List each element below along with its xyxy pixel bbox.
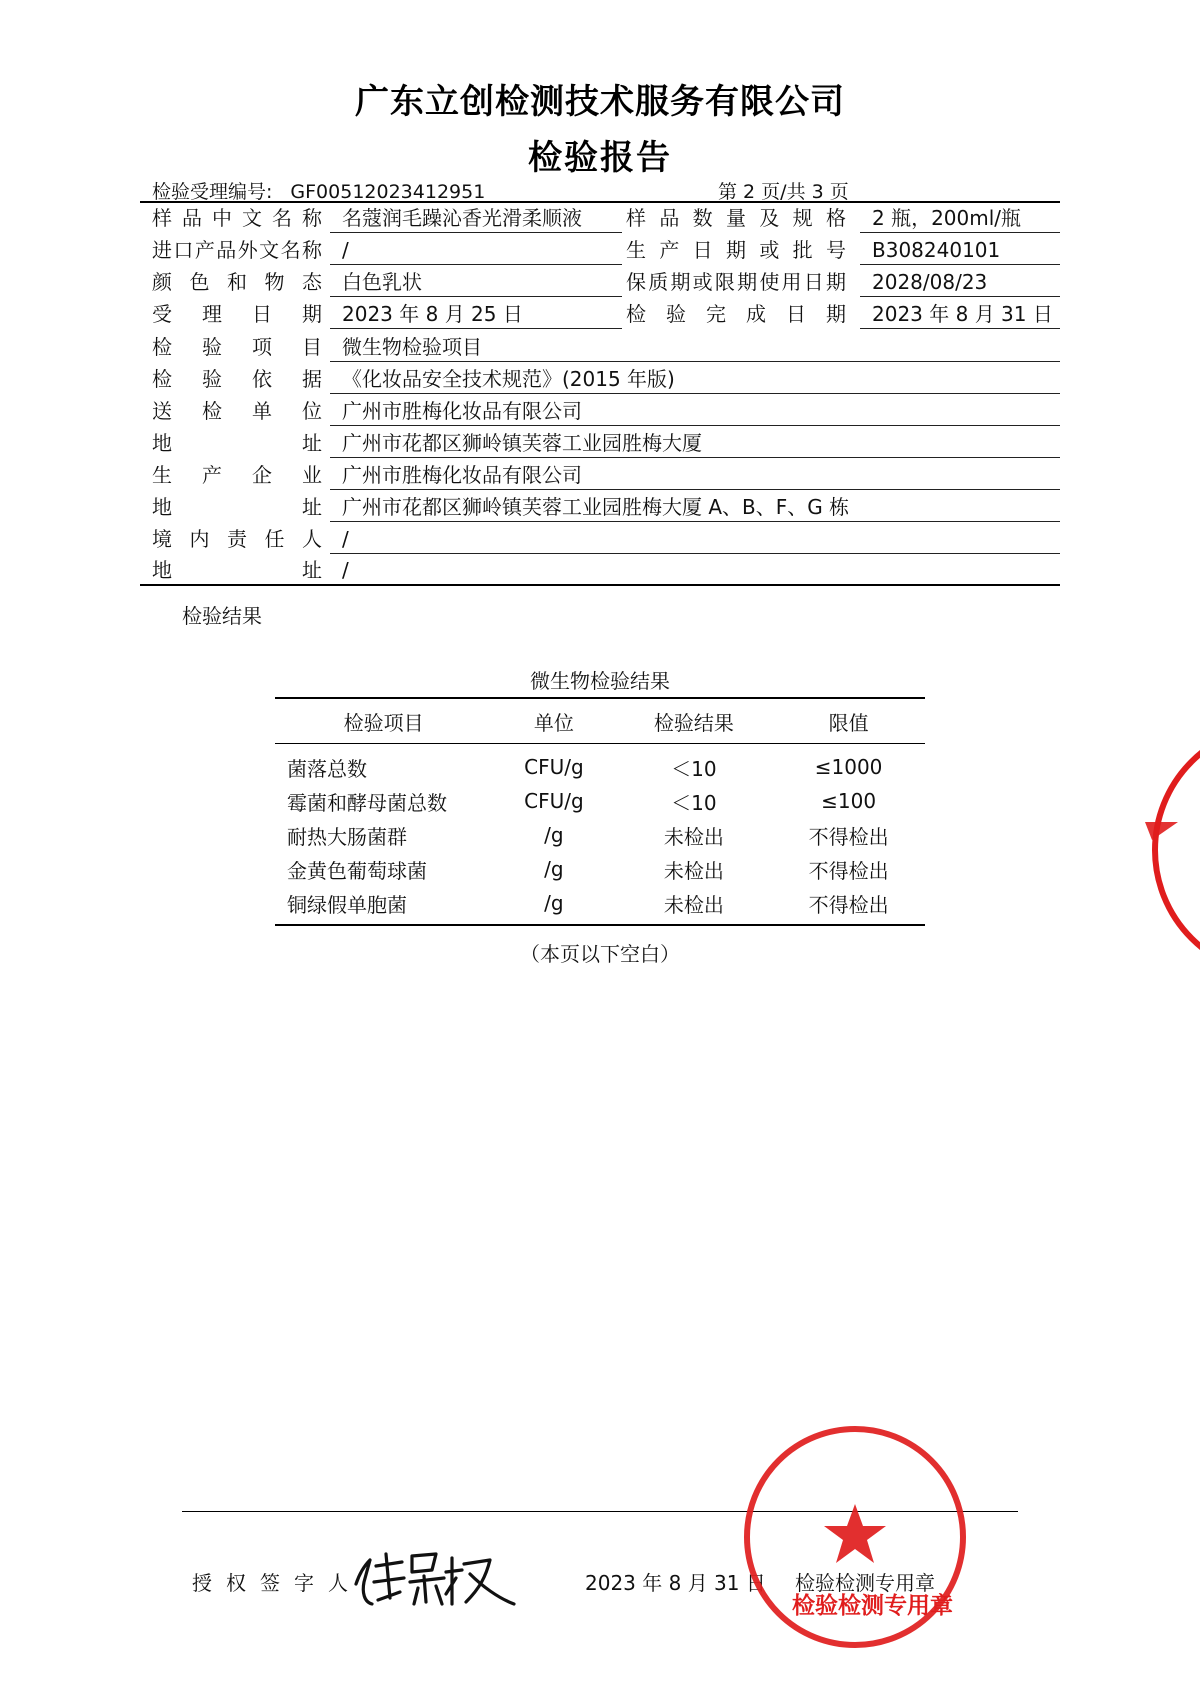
- value-received-date: 2023 年 8 月 25 日: [330, 300, 622, 329]
- table-row: [275, 886, 925, 925]
- cell-limit: 不得检出: [808, 824, 889, 849]
- value-submitting-address: 广州市花都区狮岭镇芙蓉工业园胜梅大厦: [330, 429, 1060, 458]
- label-domestic-responsible: 境内责任人: [152, 527, 322, 551]
- cell-item: 铜绿假单胞菌: [275, 886, 492, 925]
- cell-result: 未检出: [616, 886, 773, 925]
- handwritten-signature: [352, 1542, 517, 1612]
- value-quantity-spec: 2 瓶，200ml/瓶: [860, 204, 1060, 233]
- label-test-basis: 检验依据: [152, 367, 322, 391]
- company-name: 广东立创检测技术服务有限公司: [355, 82, 845, 122]
- acceptance-value: GF00512023412951: [290, 181, 486, 203]
- label-manufacturer: 生产企业: [152, 463, 322, 487]
- table-caption: 微生物检验结果: [530, 669, 670, 693]
- info-bottom-rule: [140, 584, 1060, 586]
- label-test-items: 检验项目: [152, 335, 322, 359]
- seal-bottom-text: 检验检测专用章: [792, 1593, 953, 1619]
- value-manufacturer-address: 广州市花都区狮岭镇芙蓉工业园胜梅大厦 A、B、F、G 栋: [330, 493, 1060, 522]
- cell-limit: 不得检出: [772, 886, 925, 925]
- edge-seal-stamp: [1140, 720, 1200, 980]
- column-header-item: 检验项目: [275, 698, 492, 744]
- cell-unit: /g: [544, 857, 564, 881]
- cell-result: ＜10: [671, 756, 717, 781]
- value-import-foreign-name: /: [330, 236, 622, 265]
- value-shelf-life: 2028/08/23: [860, 268, 1060, 297]
- cell-item: 耐热大肠菌群: [287, 824, 407, 849]
- cell-limit: ≤1000: [814, 755, 883, 779]
- column-header-unit: 单位: [492, 698, 615, 744]
- results-heading: 检验结果: [182, 604, 262, 628]
- acceptance-label: 检验受理编号:: [152, 181, 273, 203]
- acceptance-number: [152, 177, 485, 204]
- value-test-items: 微生物检验项目: [330, 333, 1060, 362]
- label-submitting-unit: 送检单位: [152, 399, 322, 423]
- signing-date: 2023 年 8 月 31 日: [585, 1571, 766, 1595]
- label-submitting-address: 地址: [152, 431, 322, 455]
- label-received-date: 受理日期: [152, 302, 322, 326]
- results-table: [275, 697, 925, 926]
- header-rule: [140, 201, 1060, 203]
- cell-limit: 不得检出: [808, 858, 889, 883]
- label-color-state: 颜色和物态: [152, 270, 322, 294]
- cell-item: 霉菌和酵母菌总数: [287, 790, 447, 815]
- table-row: [275, 852, 925, 886]
- cell-item: 金黄色葡萄球菌: [287, 858, 427, 883]
- column-header-result: 检验结果: [616, 698, 773, 744]
- page-indicator: 第 2 页/共 3 页: [718, 181, 849, 203]
- value-manufacturer: 广州市胜梅化妆品有限公司: [330, 461, 1060, 490]
- label-domestic-address: 地址: [152, 558, 322, 582]
- signer-label: 授权签字人: [192, 1571, 362, 1595]
- blank-note: （本页以下空白）: [520, 942, 680, 966]
- value-completion-date: 2023 年 8 月 31 日: [860, 300, 1060, 329]
- label-completion-date: 检验完成日期: [626, 302, 846, 326]
- table-header-row: [275, 698, 925, 744]
- label-production-date-batch: 生产日期或批号: [626, 238, 846, 262]
- value-sample-cn-name: 名蔻润毛躁沁香光滑柔顺液: [330, 204, 622, 233]
- label-import-foreign-name: 进口产品外文名称: [152, 238, 322, 262]
- cell-result: ＜10: [671, 790, 717, 815]
- value-color-state: 白色乳状: [330, 268, 622, 297]
- cell-unit: /g: [492, 886, 615, 925]
- label-sample-cn-name: 样品中文名称: [152, 206, 322, 230]
- value-test-basis: 《化妆品安全技术规范》(2015 年版): [330, 365, 1060, 394]
- value-domestic-responsible: /: [330, 525, 1060, 554]
- cell-unit: CFU/g: [524, 755, 584, 779]
- table-row: [275, 744, 925, 785]
- value-domestic-address: /: [342, 558, 349, 582]
- label-manufacturer-address: 地址: [152, 495, 322, 519]
- report-title: 检验报告: [528, 138, 672, 178]
- cell-result: 未检出: [663, 824, 724, 849]
- value-submitting-unit: 广州市胜梅化妆品有限公司: [330, 397, 1060, 426]
- cell-limit: ≤100: [821, 789, 877, 813]
- label-quantity-spec: 样品数量及规格: [626, 206, 846, 230]
- cell-unit: CFU/g: [524, 789, 584, 813]
- column-header-limit: 限值: [772, 698, 925, 744]
- value-production-date-batch: B308240101: [860, 236, 1060, 265]
- cell-unit: /g: [544, 823, 564, 847]
- cell-result: 未检出: [663, 858, 724, 883]
- table-row: [275, 818, 925, 852]
- cell-item: 菌落总数: [287, 756, 367, 781]
- label-shelf-life: 保质期或限期使用日期: [626, 270, 846, 294]
- table-row: [275, 784, 925, 818]
- seal-caption: 检验检测专用章: [795, 1571, 935, 1595]
